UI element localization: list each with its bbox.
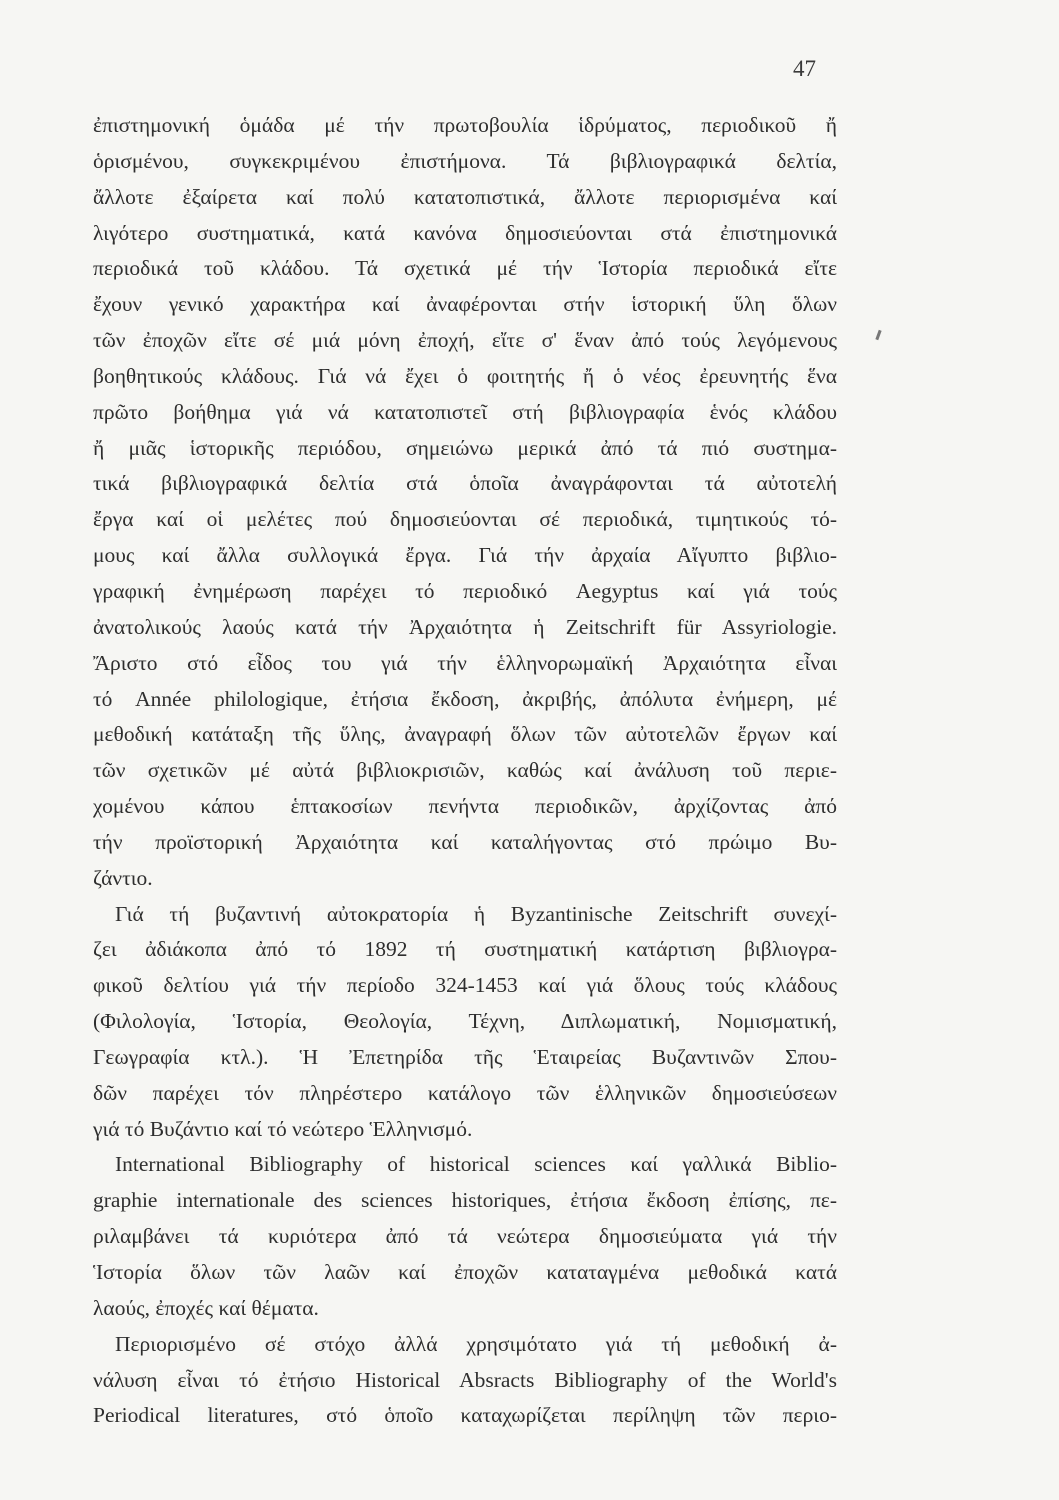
margin-mark (875, 330, 881, 340)
text-line: χομένου κάπου ἑπτακοσίων πενήντα περιοδικῶν, ἀρχίζοντας ἀπό (93, 794, 837, 819)
text-line: Periodical literatures, στό ὁποῖο καταχωρίζεται περίληψη τῶν περιο- (93, 1403, 837, 1428)
text-line: νάλυση εἶναι τό ἐτήσιο Historical Absracts Bibliography of the World's (93, 1367, 837, 1392)
text-line: ἔργα καί οἱ μελέτες πού δημοσιεύονται σέ περιοδικά, τιμητικούς τό- (93, 507, 837, 532)
page-number: 47 (793, 56, 816, 81)
text-line: Ἄριστο στό εἶδος του γιά τήν ἑλληνορωμαϊκή Ἀρχαιότητα εἶναι (93, 650, 837, 675)
text-line: ἀνατολικούς λαούς κατά τήν Ἀρχαιότητα ἡ Zeitschrift für Assyriologie. (93, 614, 837, 639)
text-line: ζάντιο. (93, 865, 153, 890)
text-line: τήν προϊστορική Ἀρχαιότητα καί καταλήγοντας στό πρώιμο Βυ- (93, 829, 837, 854)
text-line: λαούς, ἐποχές καί θέματα. (93, 1295, 319, 1320)
text-line: περιοδικά τοῦ κλάδου. Τά σχετικά μέ τήν Ἱστορία περιοδικά εἴτε (93, 256, 837, 281)
text-line: Ἱστορία ὅλων τῶν λαῶν καί ἐποχῶν καταταγμένα μεθοδικά κατά (93, 1260, 837, 1284)
text-line: τῶν σχετικῶν μέ αὐτά βιβλιοκρισιῶν, καθώς καί ἀνάλυση τοῦ περιε- (93, 758, 837, 783)
text-line: γιά τό Βυζάντιο καί τό νεώτερο Ἑλληνισμό. (93, 1116, 473, 1141)
text-line: τικά βιβλιογραφικά δελτία στά ὁποῖα ἀναγράφονται τά αὐτοτελή (93, 471, 837, 496)
paragraph-start-line: Περιορισμένο σέ στόχο ἀλλά χρησιμότατο γιά τή μεθοδική ἀ- (115, 1331, 837, 1356)
text-line: ὁρισμένου, συγκεκριμένου ἐπιστήμονα. Τά βιβλιογραφικά δελτία, (93, 148, 837, 173)
paragraph-start-line: International Bibliography of historical sciences καί γαλλικά Biblio- (115, 1152, 837, 1177)
text-line: φικοῦ δελτίου γιά τήν περίοδο 324-1453 καί γιά ὅλους τούς κλάδους (93, 973, 837, 998)
text-line: ζει ἀδιάκοπα ἀπό τό 1892 τή συστηματική κατάρτιση βιβλιογρα- (93, 937, 837, 962)
text-line: ριλαμβάνει τά κυριότερα ἀπό τά νεώτερα δημοσιεύματα γιά τήν (93, 1224, 837, 1249)
text-line: βοηθητικούς κλάδους. Γιά νά ἔχει ὁ φοιτητής ἤ ὁ νέος ἐρευνητής ἕνα (93, 363, 837, 388)
text-line: ἄλλοτε ἐξαίρετα καί πολύ κατατοπιστικά, ἄλλοτε περιορισμένα καί (93, 184, 837, 209)
text-line: μεθοδική κατάταξη τῆς ὕλης, ἀναγραφή ὅλων τῶν αὐτοτελῶν ἔργων καί (93, 722, 837, 747)
text-line: δῶν παρέχει τόν πληρέστερο κατάλογο τῶν ἑλληνικῶν δημοσιεύσεων (93, 1080, 837, 1105)
text-line: ἐπιστημονική ὁμάδα μέ τήν πρωτοβουλία ἱδρύματος, περιοδικοῦ ἤ (93, 113, 837, 137)
paragraph-start-line: Γιά τή βυζαντινή αὐτοκρατορία ἡ Byzantinische Zeitschrift συνεχί- (115, 901, 837, 926)
text-line: γραφική ἐνημέρωση παρέχει τό περιοδικό Aegyptus καί γιά τούς (93, 578, 837, 603)
text-line: τό Année philologique, ἐτήσια ἔκδοση, ἀκριβής, ἀπόλυτα ἐνήμερη, μέ (93, 686, 837, 711)
body-text (93, 108, 837, 1434)
text-line: ἔχουν γενικό χαρακτήρα καί ἀναφέρονται στήν ἱστορική ὕλη ὅλων (93, 292, 837, 317)
text-line: (Φιλολογία, Ἱστορία, Θεολογία, Τέχνη, Διπλωματική, Νομισματική, (93, 1009, 837, 1034)
text-line: πρῶτο βοήθημα γιά νά κατατοπιστεῖ στή βιβλιογραφία ἑνός κλάδου (93, 399, 837, 424)
text-line: graphie internationale des sciences historiques, ἐτήσια ἔκδοση ἐπίσης, πε- (93, 1188, 837, 1213)
text-line: λιγότερο συστηματικά, κατά κανόνα δημοσιεύονται στά ἐπιστημονικά (93, 220, 837, 245)
text-line: τῶν ἐποχῶν εἴτε σέ μιά μόνη ἐποχή, εἴτε σ' ἕναν ἀπό τούς λεγόμενους (93, 328, 837, 353)
text-line: μους καί ἄλλα συλλογικά ἔργα. Γιά τήν ἀρχαία Αἴγυπτο βιβλιο- (93, 543, 837, 568)
text-line: Γεωγραφία κτλ.). Ἡ Ἐπετηρίδα τῆς Ἑταιρείας Βυζαντινῶν Σπου- (93, 1044, 837, 1069)
text-line: ἤ μιᾶς ἱστορικῆς περιόδου, σημειώνω μερικά ἀπό τά πιό συστημα- (93, 435, 837, 460)
